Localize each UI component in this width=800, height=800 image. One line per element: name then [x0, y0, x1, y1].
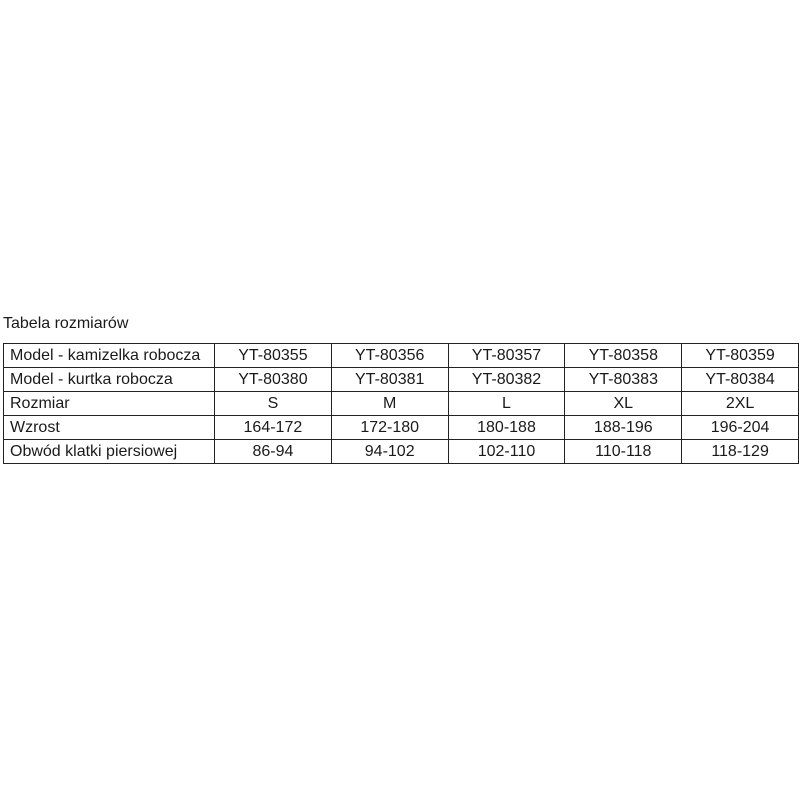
table-cell: 118-129 [682, 440, 799, 464]
table-cell: YT-80359 [682, 344, 799, 368]
table-cell: 188-196 [565, 416, 682, 440]
table-cell: L [448, 392, 565, 416]
row-label: Obwód klatki piersiowej [4, 440, 215, 464]
table-cell: YT-80382 [448, 368, 565, 392]
table-row-chest [4, 440, 799, 464]
table-cell: 86-94 [215, 440, 332, 464]
table-cell: YT-80381 [331, 368, 448, 392]
row-label: Model - kurtka robocza [4, 368, 215, 392]
table-cell: YT-80383 [565, 368, 682, 392]
table-cell: YT-80357 [448, 344, 565, 368]
table-row-size [4, 392, 799, 416]
row-label: Rozmiar [4, 392, 215, 416]
table-cell: 196-204 [682, 416, 799, 440]
table-cell: 110-118 [565, 440, 682, 464]
size-table [3, 343, 799, 464]
table-row-vest-model [4, 344, 799, 368]
table-cell: S [215, 392, 332, 416]
table-cell: YT-80356 [331, 344, 448, 368]
table-cell: 172-180 [331, 416, 448, 440]
table-cell: 102-110 [448, 440, 565, 464]
table-cell: XL [565, 392, 682, 416]
table-cell: YT-80358 [565, 344, 682, 368]
table-cell: 180-188 [448, 416, 565, 440]
table-cell: M [331, 392, 448, 416]
row-label: Model - kamizelka robocza [4, 344, 215, 368]
row-label: Wzrost [4, 416, 215, 440]
table-row-height [4, 416, 799, 440]
table-cell: YT-80355 [215, 344, 332, 368]
table-cell: YT-80384 [682, 368, 799, 392]
table-cell: YT-80380 [215, 368, 332, 392]
table-cell: 94-102 [331, 440, 448, 464]
table-caption: Tabela rozmiarów [3, 315, 129, 332]
table-cell: 164-172 [215, 416, 332, 440]
table-cell: 2XL [682, 392, 799, 416]
table-row-jacket-model [4, 368, 799, 392]
